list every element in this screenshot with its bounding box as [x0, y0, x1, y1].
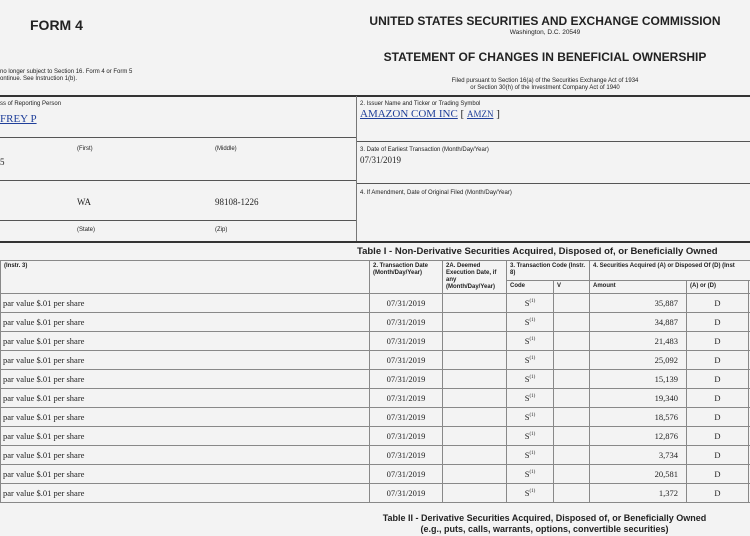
- state-value: WA: [77, 197, 91, 207]
- subheader-v: V: [554, 281, 590, 294]
- first-label: (First): [77, 146, 93, 152]
- row-v: [554, 446, 590, 465]
- row-v: [554, 465, 590, 484]
- row-code-footnote: (1): [529, 356, 536, 362]
- middle-label: (Middle): [215, 146, 237, 152]
- row-deemed: [443, 294, 507, 313]
- row-ad: D: [687, 351, 749, 370]
- row-amount: 12,876: [590, 427, 687, 446]
- row-code: [507, 465, 554, 484]
- row-date: 07/31/2019: [370, 389, 443, 408]
- row-v: [554, 294, 590, 313]
- row-code: [507, 351, 554, 370]
- state-label: (State): [77, 227, 96, 233]
- row-date: 07/31/2019: [370, 465, 443, 484]
- row-security: par value $.01 per share: [1, 427, 370, 446]
- issuer-ticker[interactable]: AMZN: [466, 109, 494, 119]
- amendment-label: 4. If Amendment, Date of Original Filed (Month/Day/Year): [360, 190, 512, 196]
- row-deemed: [443, 427, 507, 446]
- row-code-footnote: (1): [529, 432, 536, 438]
- row-date: 07/31/2019: [370, 484, 443, 503]
- row-date: 07/31/2019: [370, 446, 443, 465]
- row-deemed: [443, 351, 507, 370]
- statement-title: STATEMENT OF CHANGES IN BENEFICIAL OWNERSHIP: [383, 50, 707, 64]
- row-ad: D: [687, 389, 749, 408]
- row-security: par value $.01 per share: [1, 408, 370, 427]
- commission-title: UNITED STATES SECURITIES AND EXCHANGE COMMISSION: [369, 14, 721, 28]
- row-code-footnote: (1): [529, 394, 536, 400]
- table-row: [1, 408, 750, 427]
- street-fragment: 5: [0, 157, 5, 167]
- table-row: [1, 465, 750, 484]
- row-amount: 35,887: [590, 294, 687, 313]
- issuer-name[interactable]: AMAZON COM INC: [360, 108, 458, 120]
- filed-line-1: Filed pursuant to Section 16(a) of the Securities Exchange Act of 1934: [451, 78, 639, 84]
- row-code: [507, 332, 554, 351]
- form-title: FORM 4: [30, 17, 83, 33]
- row-security: par value $.01 per share: [1, 332, 370, 351]
- row-code-footnote: (1): [529, 451, 536, 457]
- row-code-letter: S: [524, 450, 530, 460]
- row-v: [554, 313, 590, 332]
- row-date: 07/31/2019: [370, 427, 443, 446]
- subheader-amount: Amount: [590, 281, 687, 294]
- issuer-divider: [357, 141, 750, 142]
- street-underline: [0, 180, 356, 181]
- row-code-footnote: (1): [529, 470, 536, 476]
- row-code-footnote: (1): [529, 489, 536, 495]
- row-code-footnote: (1): [529, 299, 536, 305]
- row-security: par value $.01 per share: [1, 446, 370, 465]
- row-date: 07/31/2019: [370, 332, 443, 351]
- row-ad: D: [687, 332, 749, 351]
- row-ad: D: [687, 484, 749, 503]
- row-code-letter: S: [524, 298, 530, 308]
- row-amount: 1,372: [590, 484, 687, 503]
- row-code-letter: S: [524, 469, 530, 479]
- row-v: [554, 351, 590, 370]
- row-amount: 20,581: [590, 465, 687, 484]
- row-deemed: [443, 313, 507, 332]
- table-row: [1, 313, 750, 332]
- row-ad: D: [687, 313, 749, 332]
- row-deemed: [443, 408, 507, 427]
- header-deemed: 2A. Deemed Execution Date, if any (Month/Day/Year): [443, 261, 507, 294]
- filed-line-2: or Section 30(h) of the Investment Company Act of 1940: [470, 85, 620, 91]
- row-code: [507, 294, 554, 313]
- row-date: 07/31/2019: [370, 408, 443, 427]
- table1: [0, 260, 750, 503]
- row-ad: D: [687, 370, 749, 389]
- row-code: [507, 370, 554, 389]
- table-row: [1, 389, 750, 408]
- row-code-letter: S: [524, 317, 530, 327]
- row-date: 07/31/2019: [370, 370, 443, 389]
- row-v: [554, 408, 590, 427]
- row-code-letter: S: [524, 336, 530, 346]
- issuer-name-line: [360, 108, 500, 120]
- row-amount: 18,576: [590, 408, 687, 427]
- subheader-code: Code: [507, 281, 554, 294]
- subheader-ad: (A) or (D): [687, 281, 749, 294]
- header-acquired: 4. Securities Acquired (A) or Disposed Of (D) (Inst: [590, 261, 750, 281]
- row-amount: 25,092: [590, 351, 687, 370]
- header-date: 2. Transaction Date (Month/Day/Year): [370, 261, 443, 294]
- row-code-letter: S: [524, 488, 530, 498]
- row-amount: 15,139: [590, 370, 687, 389]
- row-deemed: [443, 465, 507, 484]
- row-security: par value $.01 per share: [1, 465, 370, 484]
- row-code: [507, 446, 554, 465]
- row-security: par value $.01 per share: [1, 370, 370, 389]
- commission-city: Washington, D.C. 20549: [509, 29, 581, 36]
- table-row: [1, 370, 750, 389]
- row-code-footnote: (1): [529, 375, 536, 381]
- zip-value: 98108-1226: [215, 197, 259, 207]
- city-underline: [0, 220, 356, 221]
- row-amount: 21,483: [590, 332, 687, 351]
- row-code: [507, 313, 554, 332]
- row-deemed: [443, 389, 507, 408]
- row-code-letter: S: [524, 355, 530, 365]
- row-deemed: [443, 446, 507, 465]
- ticker-open: [: [460, 108, 465, 120]
- row-v: [554, 370, 590, 389]
- row-code-footnote: (1): [529, 337, 536, 343]
- row-code: [507, 427, 554, 446]
- row-date: 07/31/2019: [370, 294, 443, 313]
- ticker-close: ]: [496, 108, 500, 120]
- table-row: [1, 484, 750, 503]
- row-code-letter: S: [524, 412, 530, 422]
- reporting-person-name[interactable]: FREY P: [0, 113, 37, 125]
- reporting-person-label: ss of Reporting Person: [0, 101, 62, 107]
- row-amount: 34,887: [590, 313, 687, 332]
- earliest-label: 3. Date of Earliest Transaction (Month/Day/Year): [360, 147, 489, 153]
- row-amount: 19,340: [590, 389, 687, 408]
- row-ad: D: [687, 427, 749, 446]
- row-code-letter: S: [524, 374, 530, 384]
- row-code-footnote: (1): [529, 413, 536, 419]
- left-note-1: no longer subject to Section 16. Form 4 or Form 5: [0, 69, 133, 75]
- table2-subtitle: (e.g., puts, calls, warrants, options, convertible securities): [420, 524, 669, 534]
- row-deemed: [443, 484, 507, 503]
- row-v: [554, 332, 590, 351]
- frame-divider: [356, 96, 357, 243]
- row-security: par value $.01 per share: [1, 484, 370, 503]
- row-ad: D: [687, 408, 749, 427]
- table-row: [1, 332, 750, 351]
- earliest-divider: [357, 183, 750, 184]
- header-code: 3. Transaction Code (Instr. 8): [507, 261, 590, 281]
- top-frame-line: [0, 95, 750, 97]
- table2-title: Table II - Derivative Securities Acquired, Disposed of, or Beneficially Owned: [382, 513, 707, 523]
- row-date: 07/31/2019: [370, 351, 443, 370]
- row-amount: 3,734: [590, 446, 687, 465]
- bottom-frame-line: [0, 241, 750, 243]
- row-code-letter: S: [524, 393, 530, 403]
- table-row: [1, 446, 750, 465]
- row-code: [507, 484, 554, 503]
- row-security: par value $.01 per share: [1, 294, 370, 313]
- row-security: par value $.01 per share: [1, 351, 370, 370]
- row-security: par value $.01 per share: [1, 389, 370, 408]
- name-underline: [0, 137, 356, 138]
- row-deemed: [443, 332, 507, 351]
- row-ad: D: [687, 446, 749, 465]
- row-date: 07/31/2019: [370, 313, 443, 332]
- earliest-value: 07/31/2019: [360, 155, 402, 165]
- table1-title: Table I - Non-Derivative Securities Acquired, Disposed of, or Beneficially Owned: [357, 246, 718, 257]
- row-code: [507, 408, 554, 427]
- row-v: [554, 389, 590, 408]
- header-security: (Instr. 3): [1, 261, 370, 294]
- row-ad: D: [687, 294, 749, 313]
- issuer-label: 2. Issuer Name and Ticker or Trading Symbol: [360, 101, 481, 107]
- row-deemed: [443, 370, 507, 389]
- row-v: [554, 427, 590, 446]
- row-code-footnote: (1): [529, 318, 536, 324]
- row-security: par value $.01 per share: [1, 313, 370, 332]
- table1-header-row: [1, 261, 750, 281]
- table-row: [1, 294, 750, 313]
- table-row: [1, 351, 750, 370]
- table-row: [1, 427, 750, 446]
- row-v: [554, 484, 590, 503]
- row-ad: D: [687, 465, 749, 484]
- left-note-2: ontinue. See Instruction 1(b).: [0, 76, 78, 82]
- row-code: [507, 389, 554, 408]
- row-code-letter: S: [524, 431, 530, 441]
- zip-label: (Zip): [215, 227, 228, 233]
